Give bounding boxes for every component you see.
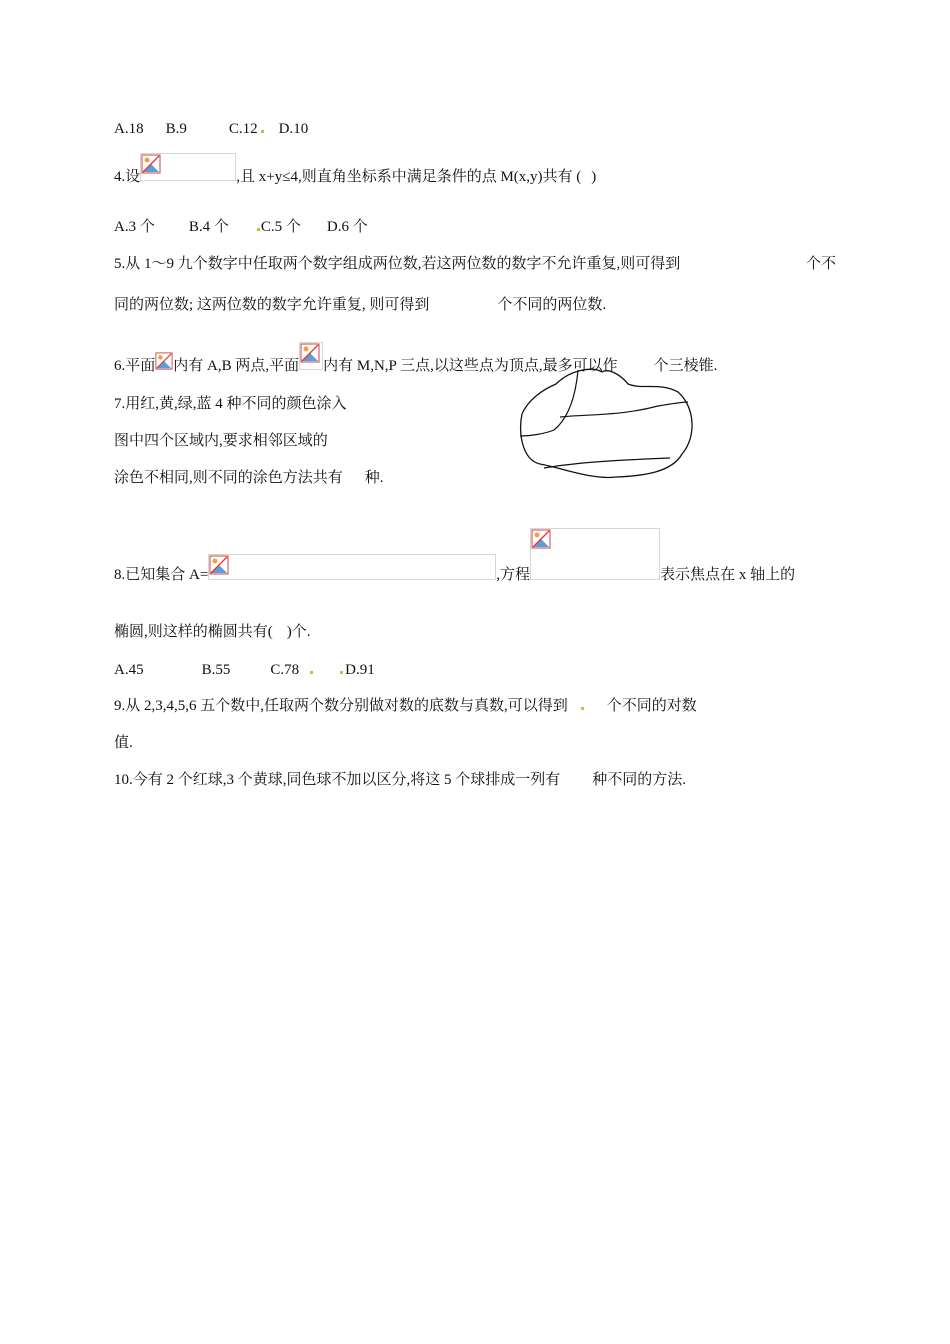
broken-image-icon xyxy=(140,153,236,181)
q6-text: 内有 M,N,P 三点,以这些点为顶点,最多可以作 xyxy=(323,358,618,374)
option: B.4 个 xyxy=(188,219,229,235)
q4-close: ) xyxy=(591,169,597,185)
q5-text: 同的两位数; 这两位数的数字允许重复, 则可得到 xyxy=(114,297,430,313)
q4-options xyxy=(114,217,368,237)
dot-mark xyxy=(261,130,264,133)
question-7-line1 xyxy=(114,394,347,414)
q9-text: 值. xyxy=(114,735,133,751)
question-9-line2 xyxy=(114,733,133,753)
option: D.91 xyxy=(345,662,375,678)
dot-mark xyxy=(257,228,260,231)
q7-text: 涂色不相同,则不同的涂色方法共有 xyxy=(114,470,343,486)
broken-image-icon xyxy=(155,352,173,370)
option: A.18 xyxy=(114,121,144,137)
q10-text: 10.今有 2 个红球,3 个黄球,同色球不加以区分,将这 5 个球排成一列有 xyxy=(114,772,561,788)
question-10 xyxy=(114,770,686,790)
option: D.10 xyxy=(278,121,309,137)
option: B.9 xyxy=(165,121,187,137)
question-7-line2 xyxy=(114,431,328,451)
question-5-line2 xyxy=(114,295,606,315)
option: D.6 个 xyxy=(326,219,368,235)
q4-prefix: 4.设 xyxy=(114,169,141,185)
q5-text: 5.从 1～9 九个数字中任取两个数字组成两位数,若这两位数的数字不允许重复,则可得到 xyxy=(114,256,681,272)
q10-text: 种不同的方法. xyxy=(592,772,687,788)
q5-text-end: 个不 xyxy=(806,256,837,272)
question-8 xyxy=(114,528,795,601)
q3-options xyxy=(114,119,308,139)
broken-image-icon xyxy=(208,554,496,580)
q8-text: 椭圆,则这样的椭圆共有( xyxy=(114,624,273,640)
q8-text: )个. xyxy=(286,624,311,640)
q8-text: 8.已知集合 A= xyxy=(114,567,209,583)
divider-line xyxy=(544,458,670,468)
dot-mark xyxy=(340,671,343,674)
option: C.12 xyxy=(228,121,258,137)
divider-line xyxy=(560,402,688,417)
q7-text: 种. xyxy=(364,470,384,486)
q8-text: ,方程 xyxy=(496,567,531,583)
option: A.45 xyxy=(114,662,144,678)
option: C.5 个 xyxy=(260,219,301,235)
q8-text: 表示焦点在 x 轴上的 xyxy=(660,567,796,583)
dot-mark xyxy=(581,707,584,710)
dot-mark xyxy=(310,671,313,674)
q7-text: 图中四个区域内,要求相邻区域的 xyxy=(114,433,328,449)
question-4 xyxy=(114,153,596,191)
question-9-line1 xyxy=(114,696,697,716)
option: C.78 xyxy=(270,662,300,678)
region-map-figure xyxy=(510,362,700,487)
option: A.3 个 xyxy=(114,219,155,235)
q7-text: 7.用红,黄,绿,蓝 4 种不同的颜色涂入 xyxy=(114,396,347,412)
broken-image-icon xyxy=(530,528,660,580)
q8-options xyxy=(114,660,375,680)
q6-text: 6.平面 xyxy=(114,358,156,374)
q9-text: 个不同的对数 xyxy=(606,698,697,714)
question-7-line3 xyxy=(114,468,384,488)
question-8-line2 xyxy=(114,622,311,642)
q4-suffix: ,且 x+y≤4,则直角坐标系中满足条件的点 M(x,y)共有 ( xyxy=(236,169,582,185)
q9-text: 9.从 2,3,4,5,6 五个数中,任取两个数分别做对数的底数与真数,可以得到 xyxy=(114,698,568,714)
question-5-line1-end xyxy=(806,254,836,274)
broken-image-icon xyxy=(299,342,323,370)
q6-text: 内有 A,B 两点,平面 xyxy=(173,358,300,374)
option: B.55 xyxy=(201,662,231,678)
question-5-line1 xyxy=(114,254,680,274)
q6-text: 个三棱锥. xyxy=(653,358,718,374)
q5-text: 个不同的两位数. xyxy=(497,297,607,313)
